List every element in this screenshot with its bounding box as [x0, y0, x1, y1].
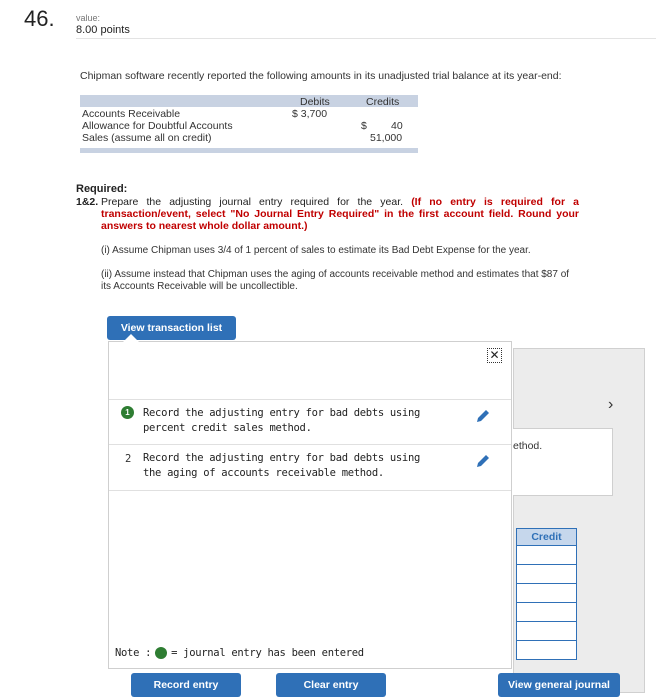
note-label: Note : — [115, 647, 152, 659]
trial-balance-header — [80, 95, 418, 107]
account-name: Sales (assume all on credit) — [82, 132, 212, 144]
credit-input[interactable] — [516, 603, 577, 622]
journal-instruction-card — [513, 428, 613, 496]
credit-input[interactable] — [516, 622, 577, 641]
debit-value: $ 3,700 — [292, 108, 328, 120]
part-ii-text: (ii) Assume instead that Chipman uses the aging of accounts receivable method and estimates that $87 of its Accounts Receivable will be uncollectible. — [101, 269, 570, 292]
table-row — [82, 108, 180, 120]
completed-check-icon: 1 — [121, 406, 134, 419]
credits-header: Credits — [366, 96, 400, 108]
value-label: value: — [76, 13, 101, 23]
account-name: Allowance for Doubtful Accounts — [82, 120, 233, 132]
pencil-icon[interactable] — [475, 453, 491, 469]
question-points: 8.00 points — [76, 24, 130, 36]
transaction-item[interactable] — [109, 399, 511, 445]
debits-header: Debits — [300, 96, 330, 108]
header-divider — [76, 38, 656, 39]
transaction-item-text: Record the adjusting entry for bad debts using the aging of accounts receivable method. — [143, 452, 420, 479]
required-number: 1&2. — [76, 196, 99, 208]
legend-note — [115, 647, 364, 659]
record-entry-button[interactable]: Record entry — [131, 673, 241, 697]
credit-value: 40 — [391, 120, 403, 132]
entered-dot-icon — [155, 647, 167, 659]
account-name: Accounts Receivable — [82, 108, 181, 120]
close-icon[interactable]: ✕ — [487, 348, 502, 363]
credit-input[interactable] — [516, 584, 577, 603]
transaction-item-number: 2 — [125, 453, 132, 465]
credit-input[interactable] — [516, 565, 577, 584]
trial-balance-footer — [80, 148, 418, 153]
required-title: Required: — [76, 183, 128, 195]
required-prompt: Prepare the adjusting journal entry required for the year. — [101, 196, 404, 208]
pencil-icon[interactable] — [475, 408, 491, 424]
part-i-text: (i) Assume Chipman uses 3/4 of 1 percent of sales to estimate its Bad Debt Expense for the year. — [101, 245, 531, 256]
chevron-right-icon[interactable]: › — [608, 396, 614, 413]
note-text: = journal entry has been entered — [171, 647, 364, 659]
popup-caret — [123, 334, 139, 342]
required-text — [101, 196, 579, 232]
credit-header: Credit — [516, 528, 577, 546]
transaction-item[interactable] — [109, 445, 511, 491]
credit-value: 51,000 — [370, 132, 403, 144]
question-number: 46. — [24, 6, 55, 31]
transaction-list-popup — [108, 341, 512, 669]
clear-entry-button[interactable]: Clear entry — [276, 673, 386, 697]
credit-input[interactable] — [516, 641, 577, 660]
view-general-journal-button[interactable]: View general journal — [498, 673, 620, 697]
question-intro: Chipman software recently reported the following amounts in its unadjusted trial balance at its year-end: — [80, 70, 562, 82]
credit-column — [516, 528, 577, 660]
table-row — [82, 132, 212, 144]
credit-input[interactable] — [516, 546, 577, 565]
required-instruction: (If no entry is required for a transaction/event, select "No Journal Entry Required" in the first account field. Round your answers to nearest whole dollar amount.) — [101, 196, 579, 232]
table-row — [82, 120, 233, 132]
view-transaction-list-button[interactable]: View transaction list — [107, 316, 236, 340]
credit-currency: $ — [361, 120, 367, 132]
journal-method-text: ethod. — [513, 440, 543, 452]
transaction-item-text: Record the adjusting entry for bad debts using percent credit sales method. — [143, 407, 420, 434]
